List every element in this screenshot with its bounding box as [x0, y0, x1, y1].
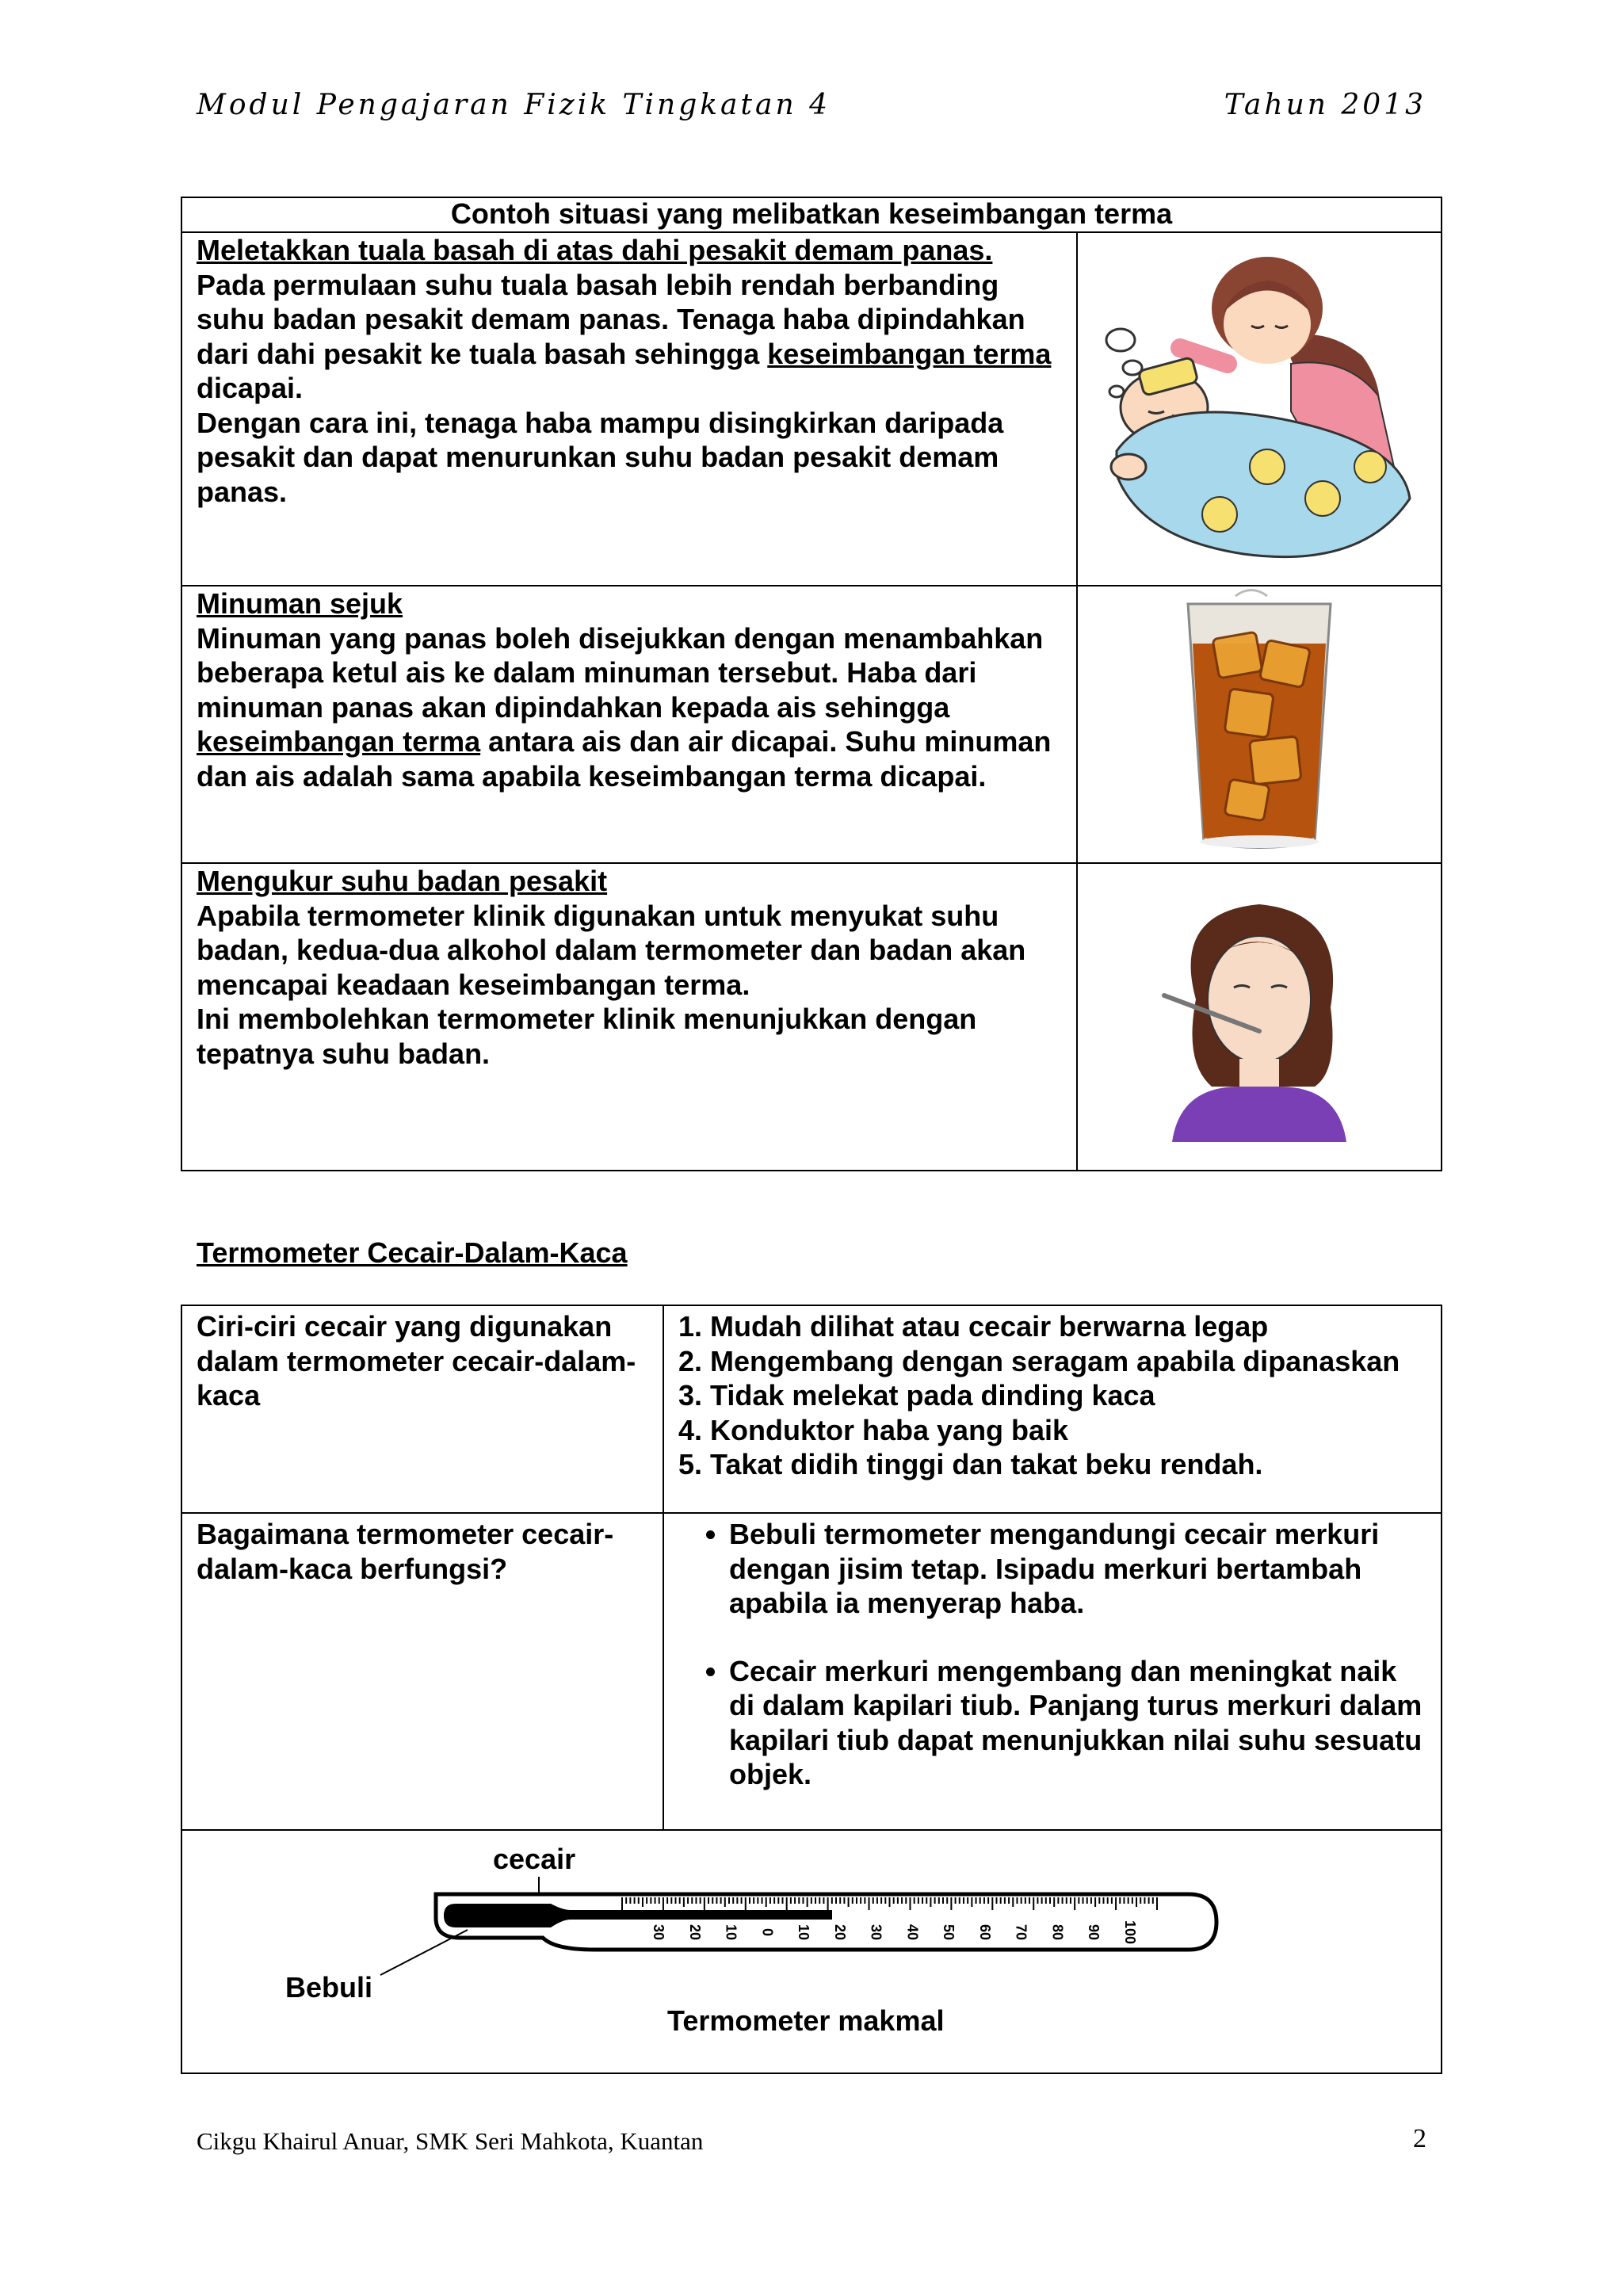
- woman-thermometer-drawing: [1140, 888, 1378, 1142]
- iced-drink-illustration: [1077, 586, 1442, 863]
- list-item: 1. Mudah dilihat atau cecair berwarna legap: [678, 1310, 1269, 1343]
- table-title: Contoh situasi yang melibatkan keseimbangan terma: [181, 197, 1442, 232]
- example-heading: Meletakkan tuala basah di atas dahi pesakit demam panas.: [197, 234, 993, 266]
- mother-towel-illustration: [1085, 237, 1434, 578]
- laboratory-thermometer-diagram: [182, 1831, 1441, 2069]
- scale-label: 70: [1013, 1924, 1029, 1941]
- list-item: 3. Tidak melekat pada dinding kaca: [678, 1379, 1155, 1412]
- example-wet-towel: [181, 232, 1077, 586]
- list-item: 2. Mengembang dengan seragam apabila dipanaskan: [678, 1344, 1400, 1377]
- scale-label: 100: [1122, 1920, 1138, 1945]
- scale-label: 0: [759, 1927, 776, 1937]
- how-it-works-label: Bagaimana termometer cecair-dalam-kaca berfungsi?: [181, 1513, 663, 1830]
- header-year: Tahun 2013: [1224, 89, 1426, 121]
- example-heading: Minuman sejuk: [197, 587, 403, 620]
- example-paragraph: Pada permulaan suhu tuala basah lebih rendah berbanding suhu badan pesakit demam panas. Tenaga haba dipindahkan dari dahi pesakit ke tuala basah sehingga keseimbangan terma dicapai.: [197, 268, 1052, 404]
- scale-label: 90: [1086, 1924, 1102, 1941]
- example-cold-drink: [181, 586, 1077, 863]
- scale-label: 10: [796, 1924, 812, 1941]
- diagram-caption: Termometer makmal: [667, 2004, 945, 2037]
- footer-author: Cikgu Khairul Anuar, SMK Seri Mahkota, Kuantan: [197, 2127, 704, 2155]
- list-item: 4. Konduktor haba yang baik: [678, 1413, 1069, 1446]
- list-item: • Bebuli termometer mengandungi cecair merkuri dengan jisim tetap. Isipadu merkuri bertambah apabila ia menyerap haba.: [729, 1517, 1426, 1621]
- liquid-label: cecair: [493, 1843, 576, 1875]
- header-module-title: Modul Pengajaran Fizik Tingkatan 4: [197, 89, 831, 121]
- scale-label: 20: [831, 1924, 848, 1941]
- scale-label: 30: [868, 1924, 884, 1941]
- section-title: Termometer Cecair-Dalam-Kaca: [197, 1236, 628, 1269]
- list-item: • Cecair merkuri mengembang dan meningkat naik di dalam kapilari tiub. Panjang turus merkuri dalam kapilari tiub dapat menunjukkan nilai suhu sesuatu objek.: [729, 1654, 1426, 1792]
- example-paragraph: Dengan cara ini, tenaga haba mampu disingkirkan daripada pesakit dan dapat menurunkan suhu badan pesakit demam panas.: [197, 406, 1004, 508]
- scale-label: 50: [941, 1924, 957, 1941]
- thermometer-diagram-cell: [181, 1830, 1442, 2073]
- woman-thermometer-illustration: [1077, 863, 1442, 1171]
- scale-label: 40: [904, 1924, 921, 1941]
- page-number: 2: [1413, 2124, 1426, 2153]
- thermal-equilibrium-examples-table: [181, 197, 1442, 1171]
- scale-label: 80: [1049, 1924, 1066, 1941]
- liquid-in-glass-thermometer-table: [181, 1305, 1442, 2074]
- example-body-temperature: [181, 863, 1077, 1171]
- bulb-label: Bebuli: [285, 1971, 373, 2004]
- example-paragraph: Minuman yang panas boleh disejukkan dengan menambahkan beberapa ketul ais ke dalam minuman tersebut. Haba dari minuman panas akan dipindahkan kepada ais sehingga keseimbangan terma antara ais dan air dicapai. Suhu minuman dan ais adalah sama apabila keseimbangan terma dicapai.: [197, 621, 1052, 793]
- scale-label: 10: [723, 1924, 739, 1941]
- list-item: 5. Takat didih tinggi dan takat beku rendah.: [678, 1448, 1263, 1480]
- iced-glass-illustration: [1172, 588, 1346, 858]
- liquid-properties-list: [663, 1305, 1442, 1513]
- how-it-works-list: [663, 1513, 1442, 1830]
- example-paragraph: Ini membolehkan termometer klinik menunjukkan dengan tepatnya suhu badan.: [197, 1003, 977, 1070]
- example-paragraph: Apabila termometer klinik digunakan untuk menyukat suhu badan, kedua-dua alkohol dalam termometer dan badan akan mencapai keadaan keseimbangan terma.: [197, 899, 1026, 1001]
- sick-child-illustration: [1077, 232, 1442, 586]
- scale-label: 60: [976, 1924, 993, 1941]
- example-heading: Mengukur suhu badan pesakit: [197, 865, 608, 897]
- scale-label: 30: [651, 1924, 666, 1941]
- liquid-properties-label: Ciri-ciri cecair yang digunakan dalam termometer cecair-dalam-kaca: [181, 1305, 663, 1513]
- scale-label: 20: [686, 1924, 703, 1941]
